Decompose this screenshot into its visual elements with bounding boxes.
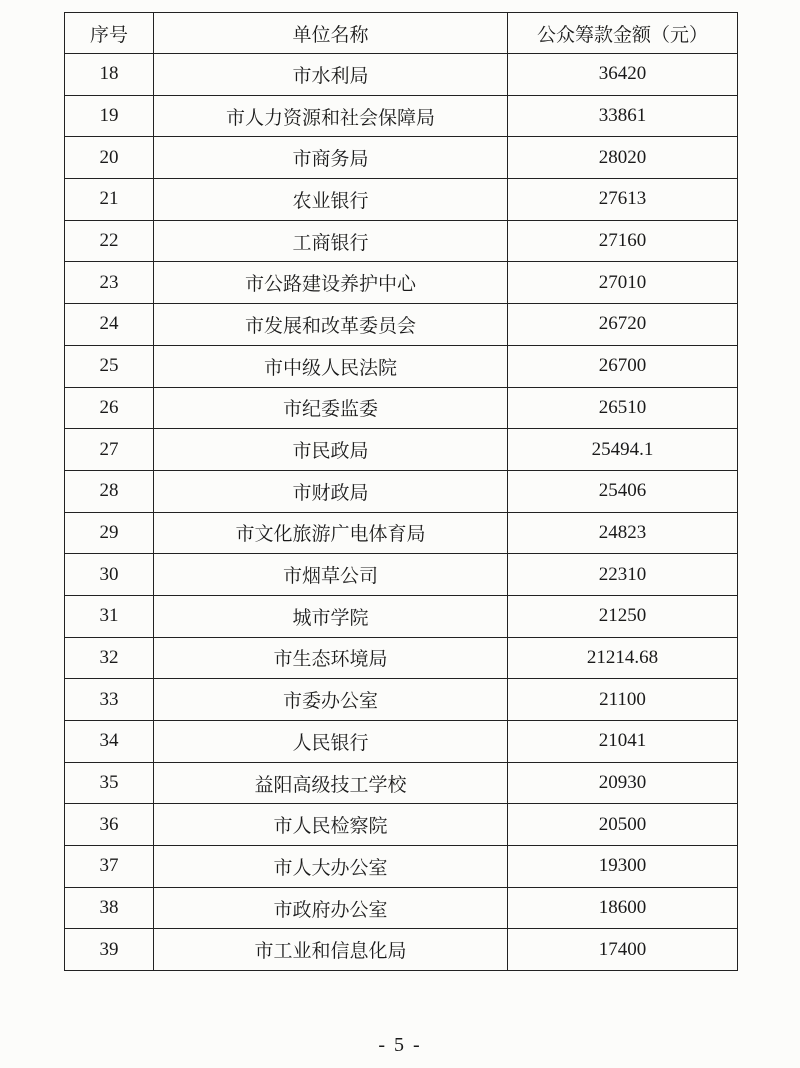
row-unit-name: 市生态环境局 [154,637,508,679]
table-row [65,54,738,96]
row-index: 20 [65,137,154,179]
table-row [65,929,738,971]
table-row [65,429,738,471]
row-unit-name: 工商银行 [154,220,508,262]
header-unit-name: 单位名称 [154,13,508,54]
row-amount: 21214.68 [508,637,738,679]
row-index: 21 [65,179,154,221]
table-row [65,470,738,512]
row-amount: 20930 [508,762,738,804]
row-unit-name: 市委办公室 [154,679,508,721]
row-index: 28 [65,470,154,512]
donation-table [64,12,738,971]
row-amount: 26510 [508,387,738,429]
row-amount: 25494.1 [508,429,738,471]
row-index: 38 [65,887,154,929]
row-index: 29 [65,512,154,554]
row-unit-name: 市水利局 [154,54,508,96]
row-unit-name: 市财政局 [154,470,508,512]
row-amount: 21041 [508,721,738,763]
row-index: 19 [65,95,154,137]
row-unit-name: 市中级人民法院 [154,345,508,387]
table-row [65,595,738,637]
table-row [65,762,738,804]
table-row [65,512,738,554]
row-unit-name: 农业银行 [154,179,508,221]
row-unit-name: 市文化旅游广电体育局 [154,512,508,554]
row-amount: 17400 [508,929,738,971]
table-header-row [65,13,738,54]
row-index: 27 [65,429,154,471]
row-index: 30 [65,554,154,596]
row-amount: 28020 [508,137,738,179]
row-index: 34 [65,721,154,763]
row-unit-name: 益阳高级技工学校 [154,762,508,804]
row-unit-name: 市烟草公司 [154,554,508,596]
row-amount: 27010 [508,262,738,304]
header-amount: 公众筹款金额（元） [508,13,738,54]
row-unit-name: 市工业和信息化局 [154,929,508,971]
row-index: 37 [65,846,154,888]
table-row [65,387,738,429]
row-unit-name: 市纪委监委 [154,387,508,429]
row-index: 23 [65,262,154,304]
row-index: 26 [65,387,154,429]
table-row [65,846,738,888]
row-amount: 27613 [508,179,738,221]
row-index: 35 [65,762,154,804]
row-index: 36 [65,804,154,846]
row-amount: 24823 [508,512,738,554]
row-index: 22 [65,220,154,262]
row-amount: 25406 [508,470,738,512]
table-row [65,679,738,721]
page-number: - 5 - [378,1034,422,1056]
row-unit-name: 市民政局 [154,429,508,471]
header-index: 序号 [65,13,154,54]
table-row [65,804,738,846]
table-body [65,54,738,971]
table-row [65,220,738,262]
row-amount: 26720 [508,304,738,346]
row-amount: 21250 [508,595,738,637]
row-amount: 27160 [508,220,738,262]
row-amount: 36420 [508,54,738,96]
row-unit-name: 市人大办公室 [154,846,508,888]
table-row [65,95,738,137]
row-index: 31 [65,595,154,637]
row-amount: 19300 [508,846,738,888]
row-unit-name: 市发展和改革委员会 [154,304,508,346]
row-index: 18 [65,54,154,96]
table-row [65,262,738,304]
row-index: 39 [65,929,154,971]
table-row [65,637,738,679]
row-amount: 22310 [508,554,738,596]
row-amount: 21100 [508,679,738,721]
row-unit-name: 市商务局 [154,137,508,179]
row-amount: 33861 [508,95,738,137]
row-amount: 20500 [508,804,738,846]
table-row [65,179,738,221]
row-unit-name: 市政府办公室 [154,887,508,929]
row-unit-name: 市人力资源和社会保障局 [154,95,508,137]
row-unit-name: 城市学院 [154,595,508,637]
row-unit-name: 市公路建设养护中心 [154,262,508,304]
row-index: 33 [65,679,154,721]
table-row [65,304,738,346]
row-unit-name: 市人民检察院 [154,804,508,846]
row-amount: 26700 [508,345,738,387]
row-index: 32 [65,637,154,679]
table-row [65,137,738,179]
table-row [65,345,738,387]
row-amount: 18600 [508,887,738,929]
row-index: 25 [65,345,154,387]
row-unit-name: 人民银行 [154,721,508,763]
table-row [65,887,738,929]
row-index: 24 [65,304,154,346]
table-row [65,554,738,596]
table-row [65,721,738,763]
